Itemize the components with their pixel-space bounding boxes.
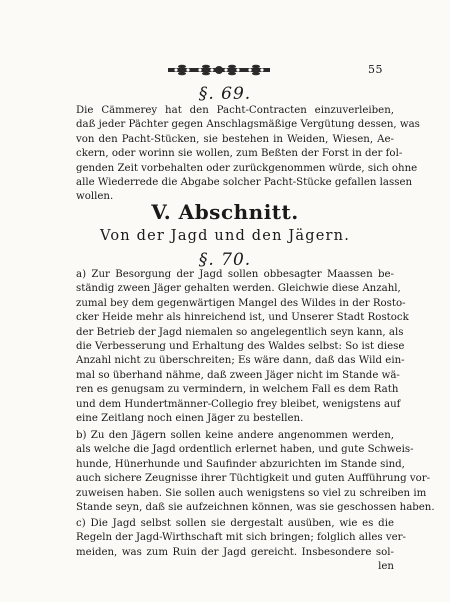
text-line: alle Wiederrede die Abgabe solcher Pacht-Stücke gefallen lassen bbox=[76, 176, 413, 188]
text-line: Stande seyn, daß sie aufzeichnen können, was sie geschossen haben. bbox=[76, 501, 435, 513]
text-line: b) Zu den Jägern sollen keine andere angenommen werden, bbox=[76, 430, 394, 441]
text-line: hunde, Hünerhunde und Saufinder abzurichten im Stande sind, bbox=[76, 458, 405, 470]
ornament-icon bbox=[168, 64, 270, 76]
text-line: Die Cämmerey hat den Pacht-Contracten einzuverleiben, bbox=[76, 105, 394, 116]
text-line: wollen. bbox=[76, 191, 114, 203]
text-line: und dem Hundertmänner-Collegio frey bleibet, wenigstens auf bbox=[76, 398, 401, 410]
text-line: die Verbesserung und Erhaltung des Waldes selbst: So ist diese bbox=[76, 340, 405, 352]
section-70-paragraph-a bbox=[76, 268, 409, 426]
text-line: ckern, oder worinn sie wollen, zum Beßten der Forst in der fol- bbox=[76, 148, 403, 160]
text-line: ren es genugsam zu vermindern, in welchem Fall es dem Rath bbox=[76, 384, 399, 396]
section-69-text bbox=[76, 104, 420, 205]
text-line: daß jeder Pächter gegen Anschlagsmäßige Vergütung dessen, was bbox=[76, 119, 420, 131]
text-line: Anzahl nicht zu überschreiten; Es wäre dann, daß das Wild ein- bbox=[76, 355, 405, 367]
text-line: c) Die Jagd selbst sollen sie dergestalt ausüben, wie es die bbox=[76, 518, 394, 529]
text-line: zuweisen haben. Sie sollen auch wenigstens so viel zu schreiben im bbox=[76, 487, 427, 499]
text-line: auch sichere Zeugnisse ihrer Tüchtigkeit und guten Aufführung vor- bbox=[76, 473, 431, 485]
text-line: cker Heide mehr als hinreichend ist, und Unserer Stadt Rostock bbox=[76, 312, 409, 324]
section-69-title: §. 69. bbox=[198, 84, 252, 104]
section-70-title: §. 70. bbox=[198, 250, 252, 270]
text-line: meiden, was zum Ruin der Jagd gereicht. Insbesondere sol- bbox=[76, 546, 394, 558]
chapter-heading: V. Abschnitt. bbox=[151, 200, 299, 224]
text-line: genden Zeit vorbehalten oder zurückgenommen würde, sich ohne bbox=[76, 162, 418, 174]
catchword: len bbox=[378, 561, 394, 573]
text-line: mal so überhand nähme, daß zween Jäger nicht im Stande wä- bbox=[76, 369, 400, 381]
text-line: a) Zur Besorgung der Jagd sollen obbesagter Maassen be- bbox=[76, 269, 394, 280]
text-line: als welche die Jagd ordentlich erlernet haben, und gute Schweis- bbox=[76, 444, 414, 456]
text-line: zumal bey dem gegenwärtigen Mangel des Wildes in der Rosto- bbox=[76, 297, 406, 309]
text-line: ständig zween Jäger gehalten werden. Gleichwie diese Anzahl, bbox=[76, 283, 401, 295]
section-70-paragraph-c bbox=[76, 517, 406, 575]
text-line: eine Zeitlang noch einen Jäger zu bestellen. bbox=[76, 412, 304, 424]
chapter-subtitle: Von der Jagd und den Jägern. bbox=[99, 228, 351, 244]
text-line: Regeln der Jagd-Wirthschaft mit sich bringen; folglich alles ver- bbox=[76, 532, 406, 544]
text-line: von den Pacht-Stücken, sie bestehen in Weiden, Wiesen, Ae- bbox=[76, 133, 394, 145]
section-70-paragraph-b bbox=[76, 429, 435, 515]
text-line: der Betrieb der Jagd niemalen so angelegentlich seyn kann, als bbox=[76, 326, 404, 338]
page-number: 55 bbox=[368, 63, 383, 76]
